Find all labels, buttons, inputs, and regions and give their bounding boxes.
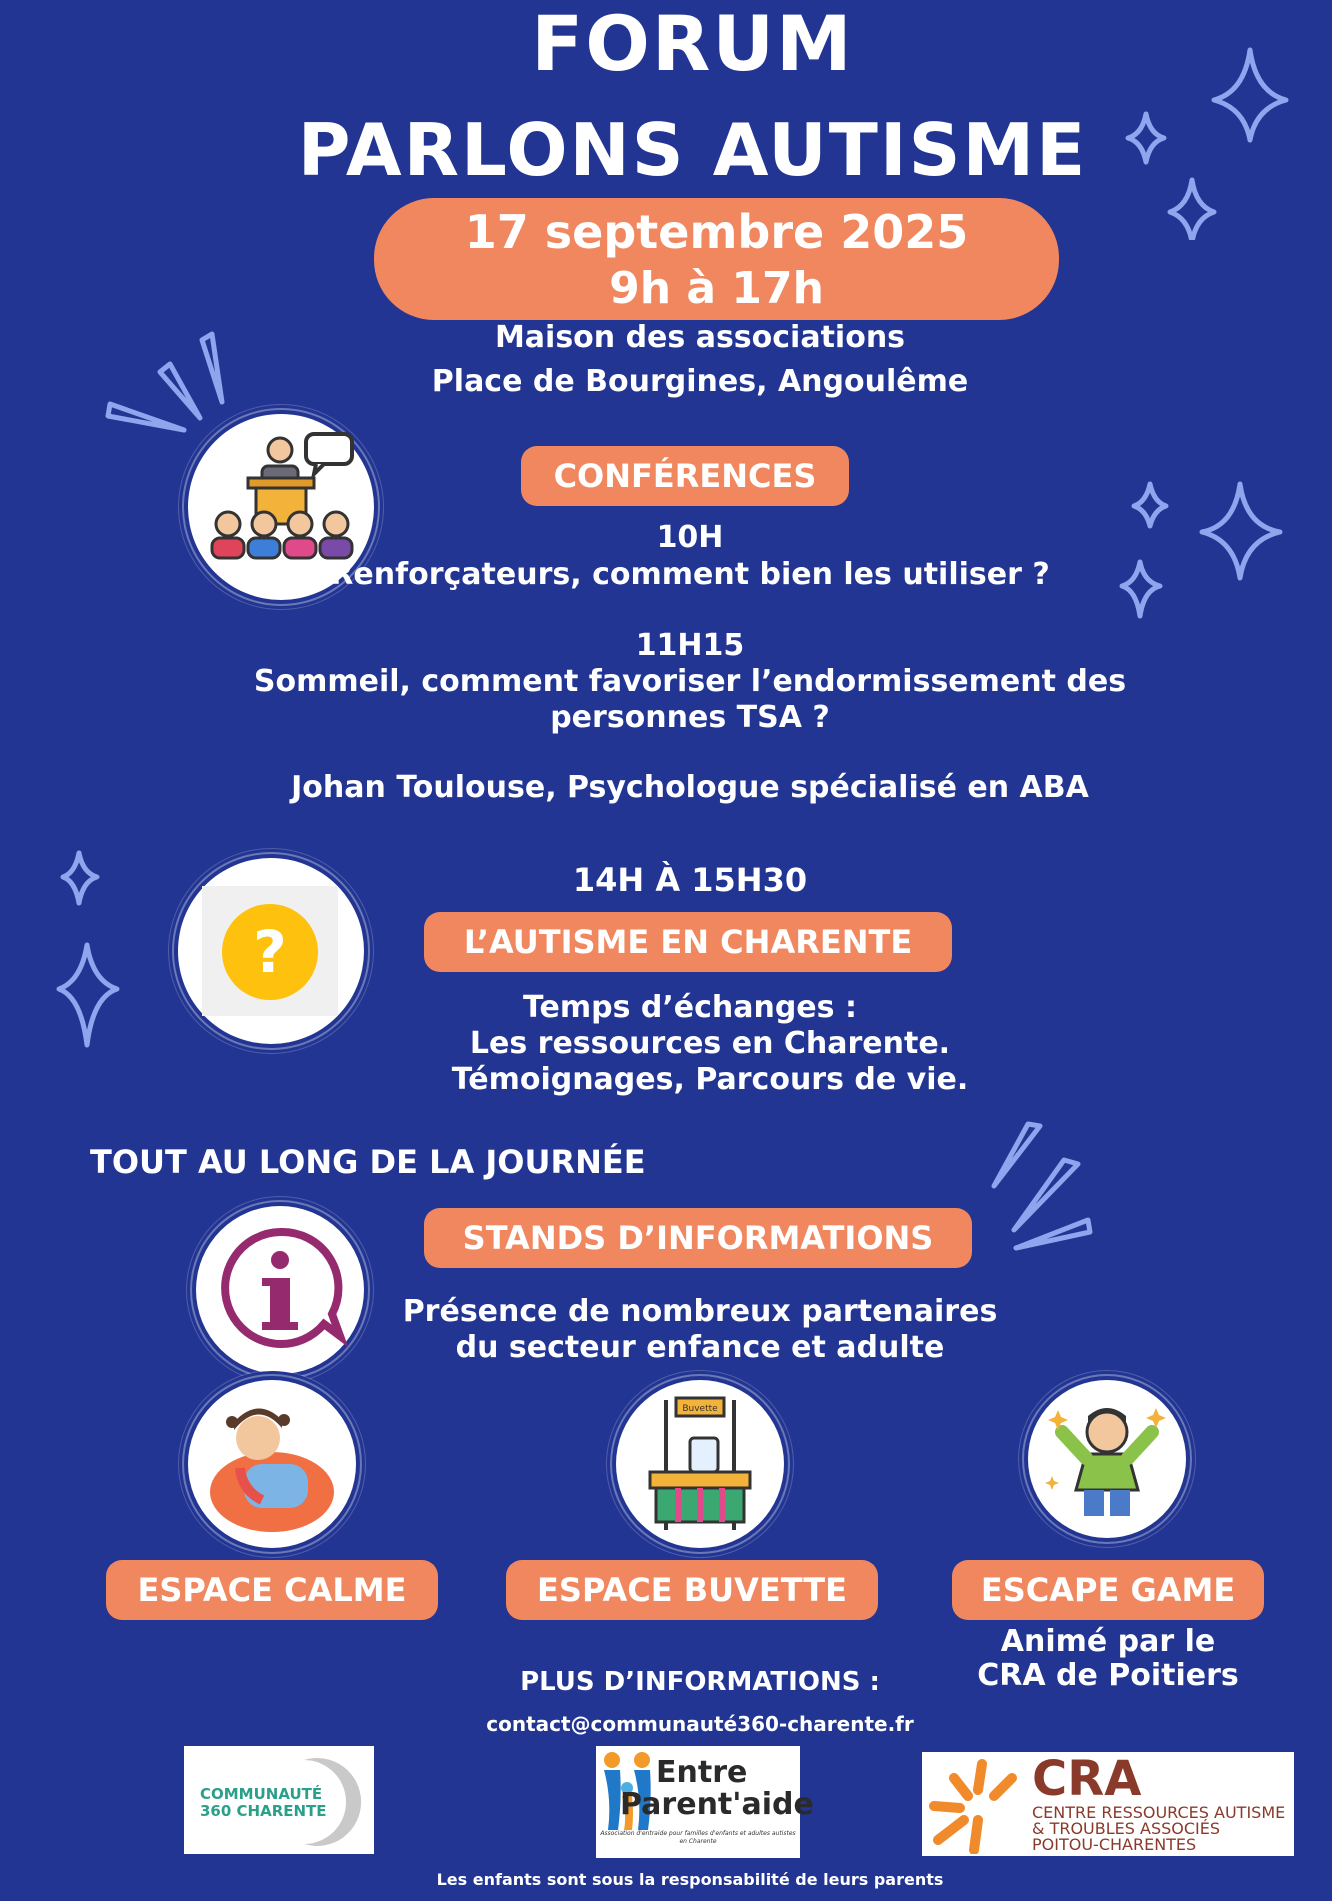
communaute-line2: 360 CHARENTE xyxy=(200,1802,327,1820)
escape-by-line2: CRA de Poitiers xyxy=(977,1658,1239,1693)
entre-parentaide-logo xyxy=(596,1746,814,1858)
calm-space-label: ESPACE CALME xyxy=(106,1560,438,1620)
charente-time: 14H À 15H30 xyxy=(572,861,808,899)
talk1-title: Renforçateurs, comment bien les utiliser ? xyxy=(330,557,1050,592)
venue: Maison des associations xyxy=(494,320,906,355)
cra-line3: POITOU-CHARENTES xyxy=(1032,1835,1197,1854)
sparkles-middle-right-icon xyxy=(1110,470,1310,630)
date-pill xyxy=(374,198,1059,320)
all-day-heading: TOUT AU LONG DE LA JOURNÉE xyxy=(90,1143,646,1181)
entre-line1: Entre xyxy=(656,1755,748,1790)
information-icon xyxy=(196,1206,364,1374)
stands-line2: du secteur enfance et adulte xyxy=(455,1330,945,1365)
escape-by-line1: Animé par le xyxy=(1000,1624,1216,1659)
talk2-title-line1: Sommeil, comment favoriser l’endormissement des xyxy=(253,664,1127,699)
buvette-stand-icon xyxy=(616,1380,784,1548)
sparkles-left-icon xyxy=(55,845,135,1055)
cra-title: CRA xyxy=(1032,1751,1142,1807)
conferences-label: CONFÉRENCES xyxy=(521,446,849,506)
cra-sunburst-icon xyxy=(924,1756,1030,1854)
stands-line1: Présence de nombreux partenaires xyxy=(402,1294,998,1329)
sparkles-top-right-icon xyxy=(1110,30,1310,240)
buvette-space-label: ESPACE BUVETTE xyxy=(506,1560,878,1620)
title-line-1: FORUM xyxy=(531,0,854,88)
talk1-time: 10H xyxy=(656,520,724,555)
contact-email[interactable]: contact@communauté360-charente.fr xyxy=(486,1712,914,1736)
event-date: 17 septembre 2025 xyxy=(464,205,969,259)
question-mark-icon xyxy=(178,858,364,1044)
entre-line2: Parent'aide xyxy=(620,1787,814,1822)
entre-tagline: Association d'entraide pour familles d'enfants et adultes autistes en Charente xyxy=(600,1830,796,1845)
escape-game-icon xyxy=(1028,1380,1186,1538)
cra-line1: CENTRE RESSOURCES AUTISME xyxy=(1032,1803,1286,1822)
speaker: Johan Toulouse, Psychologue spécialisé en ABA xyxy=(291,770,1089,805)
buvette-sign: Buvette xyxy=(682,1404,718,1414)
calm-space-icon xyxy=(188,1380,356,1548)
charente-label: L’AUTISME EN CHARENTE xyxy=(424,912,952,972)
charente-line1: Temps d’échanges : xyxy=(523,990,857,1025)
svg-text:?: ? xyxy=(253,918,287,986)
cra-line2: & TROUBLES ASSOCIÉS xyxy=(1032,1819,1221,1838)
footer-note: Les enfants sont sous la responsabilité de leurs parents xyxy=(436,1870,944,1889)
charente-line2: Les ressources en Charente. xyxy=(469,1026,951,1061)
address: Place de Bourgines, Angoulême xyxy=(431,364,969,399)
communaute-360-logo xyxy=(184,1746,374,1854)
contact-heading: PLUS D’INFORMATIONS : xyxy=(520,1667,880,1697)
stands-label: STANDS D’INFORMATIONS xyxy=(424,1208,972,1268)
burst-lines-right-icon xyxy=(988,1120,1128,1260)
cra-logo xyxy=(922,1752,1294,1856)
talk2-time: 11H15 xyxy=(635,628,745,663)
escape-game-label: ESCAPE GAME xyxy=(952,1560,1264,1620)
title-line-2: PARLONS AUTISME xyxy=(297,108,1088,192)
event-hours: 9h à 17h xyxy=(609,263,824,314)
charente-line3: Témoignages, Parcours de vie. xyxy=(451,1062,969,1097)
talk2-title-line2: personnes TSA ? xyxy=(550,700,830,735)
communaute-line1: COMMUNAUTÉ xyxy=(200,1785,323,1803)
